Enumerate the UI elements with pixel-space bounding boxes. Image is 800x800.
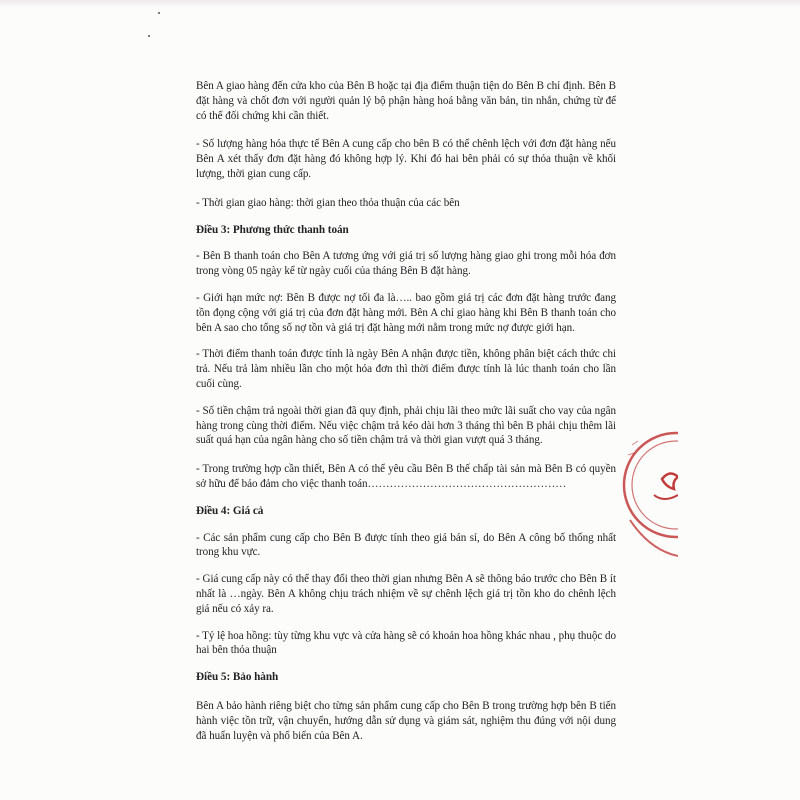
paragraph-debt-limit: - Giới hạn mức nợ: Bên B được nợ tối đa là….. bao gồm giá trị các đơn đặt hàng trước đang tồn đọng cộng với giá trị của đơn đặt hàng mới. Bên A chỉ giao hàng khi Bên B thanh toán cho bên A sao cho tổng số nợ tồn và giá trị đặt hàng mới nằm trong mức nợ được giới hạn. (196, 291, 616, 334)
section-heading-price: Điều 4: Giá cả (196, 504, 264, 517)
scan-speck (148, 35, 150, 37)
paragraph-collateral: - Trong trường hợp cần thiết, Bên A có thể yêu cầu Bên B thế chấp tài sản mà Bên B có quyền sở hữu để bảo đảm cho việc thanh toán……………………………………………… (196, 463, 616, 490)
paragraph-delivery: Bên A giao hàng đến cửa kho của Bên B hoặc tại địa điểm thuận tiện do Bên B chỉ định. Bên B đặt hàng và chốt đơn với người quản lý bộ phận hàng hoá bằng văn bản, tin nhắn, chứng từ để có thể đối chứng khi cần thiết. (196, 80, 616, 122)
section-heading-warranty: Điều 5: Bảo hành (196, 671, 279, 684)
stamp-icon (618, 415, 678, 605)
paragraph-late-payment: - Số tiền chậm trả ngoài thời gian đã quy định, phải chịu lãi theo mức lãi suất cho vay của ngân hàng trong cùng thời điểm. Nếu việc chậm trả kéo dài hơn 3 tháng thì bên B phải chịu thêm lãi suất quá hạn của ngân hàng cho số tiền chậm trả và thời gian vượt quá 3 tháng. (196, 404, 616, 447)
paragraph-commission: - Tỷ lệ hoa hồng: tùy từng khu vực và cửa hàng sẽ có khoản hoa hồng khác nhau , phụ thuộc do hai bên thỏa thuận (196, 629, 616, 657)
paragraph-payment-time: - Thời điểm thanh toán được tính là ngày Bên A nhận được tiền, không phân biệt cách thức chi trả. Nếu trả làm nhiều lần cho một hóa đơn thì thời điểm được tính là lúc thanh toán cho lần cuối cùng. (196, 348, 616, 390)
paragraph-quantity: - Số lượng hàng hóa thực tế Bên A cung cấp cho bên B có thể chênh lệch với đơn đặt hàng nếu Bên A xét thấy đơn đặt hàng đó không hợp lý. Khi đó hai bên phải có sự thỏa thuận về khối lượng, thời gian cung cấp. (196, 138, 616, 180)
paragraph-delivery-time: - Thời gian giao hàng: thời gian theo thỏa thuận của các bên (196, 196, 460, 209)
paragraph-payment: - Bên B thanh toán cho Bên A tương ứng với giá trị số lượng hàng giao ghi trong mỗi hóa đơn trong vòng 05 ngày kể từ ngày cuối của tháng Bên B đặt hàng. (196, 250, 616, 278)
scan-speck (158, 12, 160, 14)
page-top-edge (0, 0, 800, 8)
red-stamp-fragment (618, 415, 678, 605)
paragraph-price-change: - Giá cung cấp này có thể thay đổi theo thời gian nhưng Bên A sẽ thông báo trước cho Bên B ít nhất là …ngày. Bên A không chịu trách nhiệm về sự chênh lệch giá trị tồn kho do chênh lệch giá nếu có xảy ra. (196, 573, 616, 615)
document-body (196, 79, 616, 743)
paragraph-warranty: Bên A bảo hành riêng biệt cho từng sản phẩm cung cấp cho Bên B trong trường hợp bên B tiến hành việc tồn trữ, vận chuyển, hướng dẫn sử dụng và giám sát, nghiệm thu đúng với nội dung đã huấn luyện và phổ biến của Bên A. (196, 699, 616, 742)
paragraph-wholesale-price: - Các sản phẩm cung cấp cho Bên B được tính theo giá bán sỉ, do Bên A công bố thống nhất trong khu vực. (196, 531, 616, 559)
section-heading-payment: Điều 3: Phương thức thanh toán (196, 223, 349, 236)
